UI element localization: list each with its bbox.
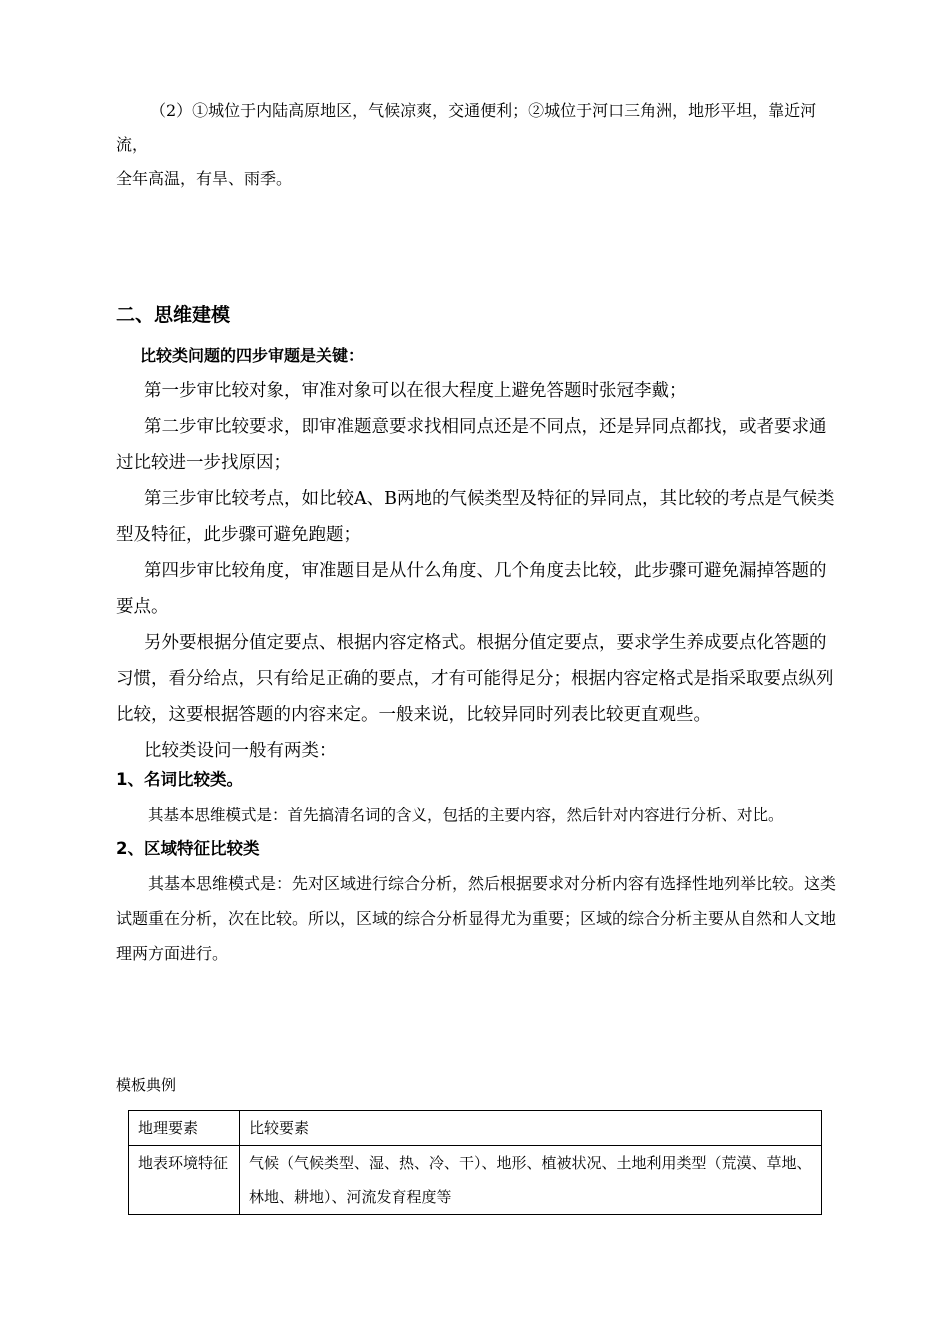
subheading: 比较类问题的四步审题是关键：: [140, 346, 365, 365]
step-2: 第二步审比较要求，即审准题意要求找相同点还是不同点，还是异同点都找，或者要求通过比较进一步找原因；: [116, 417, 827, 473]
type-1-title: 1、名词比较类。: [116, 770, 243, 789]
section-body: [116, 339, 838, 769]
step-1: 第一步审比较对象，审准对象可以在很大程度上避免答题时张冠李戴；: [144, 381, 687, 401]
table-row: [129, 1146, 822, 1215]
template-label: 模板典例: [116, 1076, 177, 1094]
header-cell: 比较要素: [240, 1111, 822, 1146]
type-1-text: 其基本思维模式是：首先搞清名词的含义，包括的主要内容，然后针对内容进行分析、对比。: [148, 806, 784, 824]
answer-2-line2: 全年高温，有旱、雨季。: [116, 169, 293, 188]
table-cell: 气候（气候类型、湿、热、冷、干）、地形、植被状况、土地利用类型（荒漠、草地、林地、耕地）、河流发育程度等: [240, 1146, 822, 1215]
answer-2: [116, 94, 838, 196]
answer-2-line1: （2）①城位于内陆高原地区，气候凉爽，交通便利；②城位于河口三角洲，地形平坦，靠近河流，: [116, 101, 817, 154]
types-intro: 比较类设问一般有两类：: [144, 741, 337, 761]
type-2-title: 2、区域特征比较类: [116, 839, 260, 858]
header-cell: 地理要素: [129, 1111, 240, 1146]
type-1-text-wrap: [116, 798, 838, 832]
section-heading: 二、思维建模: [116, 304, 231, 326]
extra-paragraph: 另外要根据分值定要点、根据内容定格式。根据分值定要点，要求学生养成要点化答题的习惯，看分给点，只有给足正确的要点，才有可能得足分；根据内容定格式是指采取要点纵列比较，这要根据答题的内容来定。一般来说，比较异同时列表比较更直观些。: [116, 633, 834, 725]
table-row: [129, 1111, 822, 1146]
template-table: [128, 1110, 822, 1215]
step-4: 第四步审比较角度，审准题目是从什么角度、几个角度去比较，此步骤可避免漏掉答题的要点。: [116, 561, 827, 617]
type-2-text: 其基本思维模式是：先对区域进行综合分析，然后根据要求对分析内容有选择性地列举比较。这类试题重在分析，次在比较。所以，区域的综合分析显得尤为重要；区域的综合分析主要从自然和人文地理两方面进行。: [116, 874, 837, 963]
type-2-text-wrap: [116, 866, 838, 971]
step-3: 第三步审比较考点，如比较A、B两地的气候类型及特征的异同点，其比较的考点是气候类型及特征，此步骤可避免跑题；: [116, 489, 835, 545]
table-cell: 地表环境特征: [129, 1146, 240, 1215]
